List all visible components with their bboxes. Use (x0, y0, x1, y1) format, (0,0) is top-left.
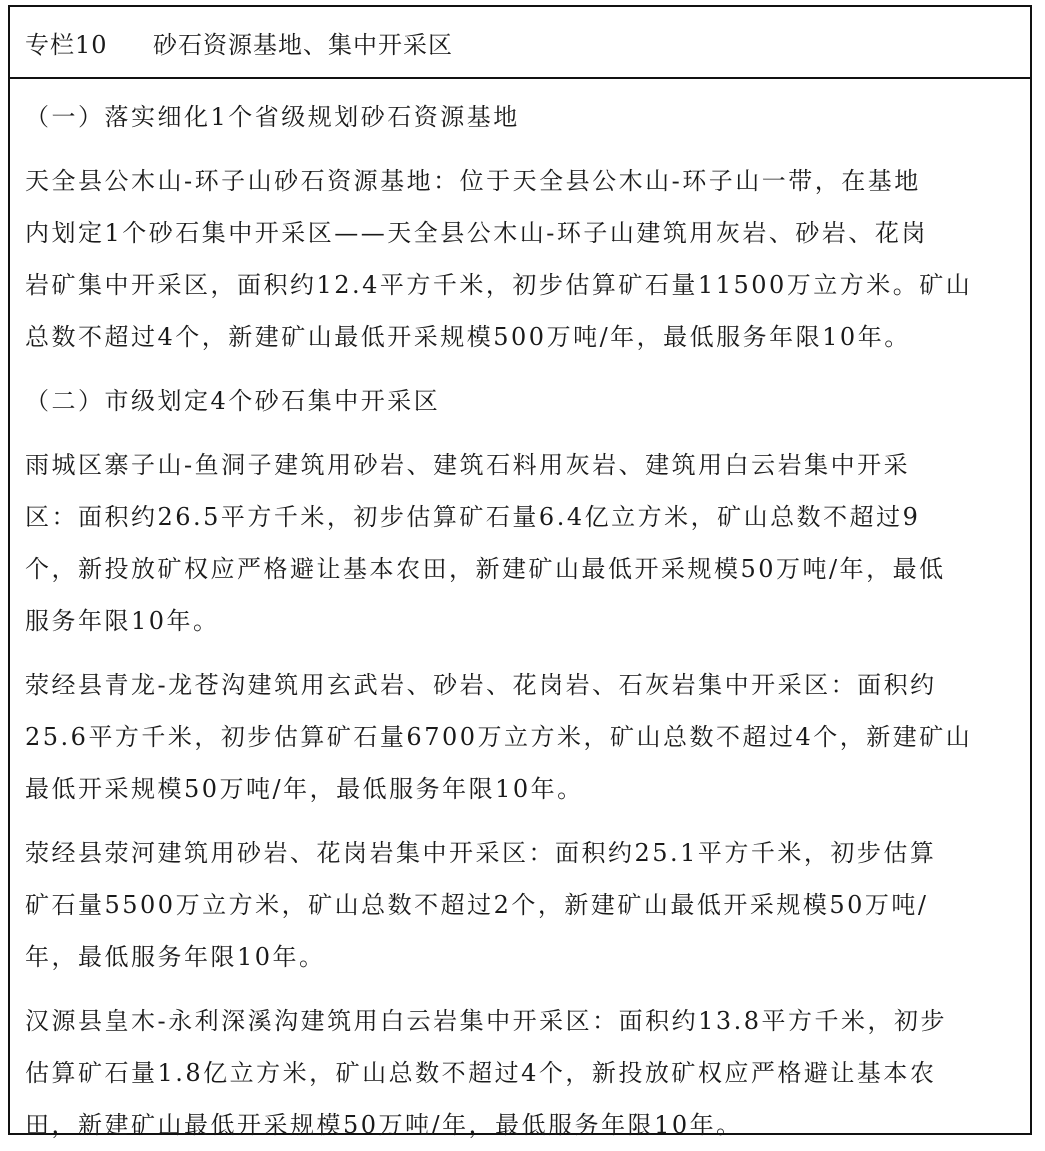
text-line: 估算矿石量1.8亿立方米，矿山总数不超过4个，新投放矿权应严格避让基本农 (25, 1059, 937, 1087)
column-title: 砂石资源基地、集中开采区 (153, 30, 453, 59)
text-line: 田，新建矿山最低开采规模50万吨/年，最低服务年限10年。 (25, 1111, 743, 1139)
text-line: 荥经县荥河建筑用砂岩、花岗岩集中开采区：面积约25.1平方千米，初步估算 (25, 839, 937, 867)
text-line: （一）落实细化1个省级规划砂石资源基地 (25, 103, 520, 131)
text-line: 区：面积约26.5平方千米，初步估算矿石量6.4亿立方米，矿山总数不超过9 (25, 503, 921, 531)
paragraph (25, 827, 1030, 983)
box-header (10, 7, 1030, 79)
text-line: 荥经县青龙-龙苍沟建筑用玄武岩、砂岩、花岗岩、石灰岩集中开采区：面积约 (25, 671, 937, 699)
text-line: 年，最低服务年限10年。 (25, 943, 326, 971)
text-line: 个，新投放矿权应严格避让基本农田，新建矿山最低开采规模50万吨/年，最低 (25, 555, 946, 583)
box-body (10, 79, 1030, 1151)
text-line: 服务年限10年。 (25, 607, 220, 635)
paragraph (25, 995, 1030, 1151)
text-line: 雨城区寨子山-鱼洞子建筑用砂岩、建筑石料用灰岩、建筑用白云岩集中开采 (25, 451, 911, 479)
paragraph (25, 439, 1030, 647)
text-line: 矿石量5500万立方米，矿山总数不超过2个，新建矿山最低开采规模50万吨/ (25, 891, 929, 919)
section-heading (25, 91, 1030, 143)
paragraph (25, 659, 1030, 815)
column-box (8, 5, 1032, 1139)
text-line: 25.6平方千米，初步估算矿石量6700万立方米，矿山总数不超过4个，新建矿山 (25, 723, 973, 751)
text-line: 天全县公木山-环子山砂石资源基地：位于天全县公木山-环子山一带，在基地 (25, 167, 921, 195)
text-line: 最低开采规模50万吨/年，最低服务年限10年。 (25, 775, 584, 803)
text-line: 岩矿集中开采区，面积约12.4平方千米，初步估算矿石量11500万立方米。矿山 (25, 271, 973, 299)
section-heading (25, 375, 1030, 427)
text-line: 汉源县皇木-永利深溪沟建筑用白云岩集中开采区：面积约13.8平方千米，初步 (25, 1007, 948, 1035)
text-line: 内划定1个砂石集中开采区——天全县公木山-环子山建筑用灰岩、砂岩、花岗 (25, 219, 928, 247)
text-line: （二）市级划定4个砂石集中开采区 (25, 387, 441, 415)
text-line: 总数不超过4个，新建矿山最低开采规模500万吨/年，最低服务年限10年。 (25, 323, 911, 351)
paragraph (25, 155, 1030, 363)
column-number: 专栏10 (25, 30, 108, 59)
